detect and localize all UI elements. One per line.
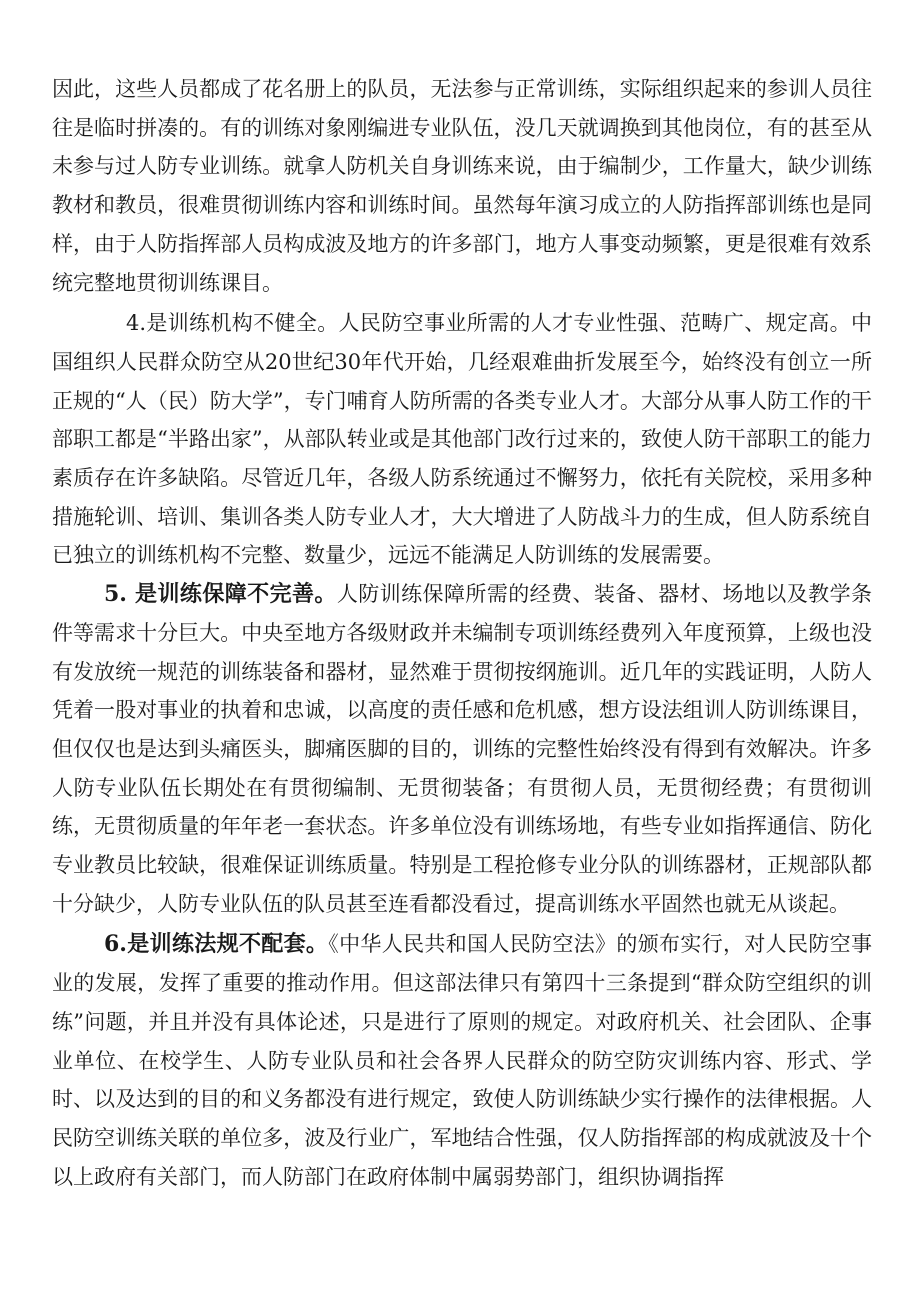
paragraph-continued: [52, 70, 872, 302]
paragraph-text: 人防训练保障所需的经费、装备、器材、场地以及教学条件等需求十分巨大。中央至地方各级财政并未编制专项训练经费列入年度预算，上级也没有发放统一规范的训练装备和器材，显然难于贯彻按纲施训。近几年的实践证明，人防人凭着一股对事业的执着和忠诚，以高度的责任感和危机感，想方设法组训人防训练课目，但仅仅也是达到头痛医头，脚痛医脚的目的，训练的完整性始终没有得到有效解决。许多人防专业队伍长期处在有贯彻编制、无贯彻装备；有贯彻人员，无贯彻经费；有贯彻训练，无贯彻质量的年年老一套状态。许多单位没有训练场地，有些专业如指挥通信、防化专业教员比较缺，很难保证训练质量。特别是工程抢修专业分队的训练器材，正规部队都十分缺少，人防专业队伍的队员甚至连看都没看过，提高训练水平固然也就无从谈起。: [52, 582, 872, 916]
paragraph-text: 是训练机构不健全。人民防空事业所需的人才专业性强、范畴广、规定高。中国组织人民群众防空从20世纪30年代开始，几经艰难曲折发展至今，始终没有创立一所正规的“人（民）防大学”，专门哺育人防所需的各类专业人才。大部分从事人防工作的干部职工都是“半路出家”，从部队转业或是其他部门改行过来的，致使人防干部职工的能力素质存在许多缺陷。尽管近几年，各级人防系统通过不懈努力，依托有关院校，采用多种措施轮训、培训、集训各类人防专业人才，大大增进了人防战斗力的生成，但人防系统自已独立的训练机构不完整、数量少，远远不能满足人防训练的发展需要。: [52, 311, 872, 568]
paragraph-text: 因此，这些人员都成了花名册上的队员，无法参与正常训练，实际组织起来的参训人员往往是临时拼凑的。有的训练对象刚编进专业队伍，没几天就调换到其他岗位，有的甚至从未参与过人防专业训练。就拿人防机关自身训练来说，由于编制少，工作量大，缺少训练教材和教员，很难贯彻训练内容和训练时间。虽然每年演习成立的人防指挥部训练也是同样，由于人防指挥部人员构成波及地方的许多部门，地方人事变动频繁，更是很难有效系统完整地贯彻训练课目。: [52, 77, 872, 295]
paragraph-text: 《中华人民共和国人民防空法》的颁布实行，对人民防空事业的发展，发挥了重要的推动作用。但这部法律只有第四十三条提到“群众防空组织的训练”问题，并且并没有具体论述，只是进行了原则的规定。对政府机关、社会团队、企事业单位、在校学生、人防专业队员和社会各界人民群众的防空防灾训练内容、形式、学时、以及达到的目的和义务都没有进行规定，致使人防训练缺少实行操作的法律根据。人民防空训练关联的单位多，波及行业广，军地结合性强，仅人防指挥部的构成就波及十个以上政府有关部门，而人防部门在政府体制中属弱势部门，组织协调指挥: [52, 932, 872, 1189]
paragraph-point-5: [52, 575, 872, 923]
paragraph-number: 4.: [126, 311, 147, 336]
document-page: [52, 70, 872, 1196]
paragraph-point-6: [52, 925, 872, 1196]
paragraph-point-4: [52, 304, 872, 575]
paragraph-heading: 6.是训练法规不配套。: [104, 931, 329, 958]
paragraph-heading: 5. 是训练保障不完善。: [104, 581, 337, 608]
